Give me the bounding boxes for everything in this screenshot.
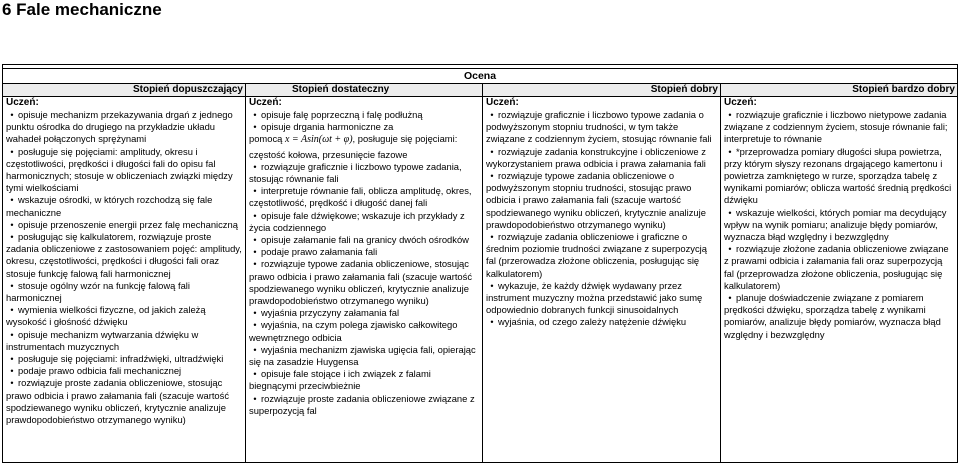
bullet-icon: • bbox=[253, 110, 257, 120]
bullet-icon: • bbox=[10, 195, 14, 206]
bullet-icon: • bbox=[490, 146, 494, 157]
column-2-list-rest bbox=[249, 161, 479, 417]
level-header-1: Stopień dopuszczający bbox=[3, 84, 246, 97]
bullet-icon: • bbox=[10, 378, 14, 389]
list-item-text: wyjaśnia, na czym polega zjawisko całkowitego wewnętrznego odbicia bbox=[249, 319, 458, 343]
list-item bbox=[6, 194, 242, 218]
bullet-icon: • bbox=[10, 329, 14, 340]
column-1-heading: Uczeń: bbox=[6, 97, 39, 108]
list-item-formula: pomocą x = Asin(ωt + φ), posługuje się pojęciami: bbox=[249, 133, 458, 146]
list-item-text: rozwiązuje proste zadania obliczeniowe związane z superpozycją fal bbox=[249, 392, 475, 416]
level-header-2: Stopień dostateczny bbox=[246, 84, 483, 97]
list-item-text: *przeprowadza pomiary długości słupa powietrza, przy którym słyszy rezonans drgającego kamertonu i powietrza zamkniętego w rurze, sporządza tabelę z wynikami pomiarów; oblicza wartość średnią prędkości dźwięku bbox=[724, 145, 952, 206]
list-item-text: rozwiązuje typowe zadania obliczeniowe, stosując prawo odbicia i prawo załamania fali (szacuje wartość spodziewanego wyniku obliczeń, krytycznie analizuje prawdopodobieństwo otrzymanego wyniku) bbox=[249, 258, 473, 307]
list-item-text: planuje doświadczenie związane z pomiarem prędkości dźwięku, sporządza tabelę z wynikami pomiarów, analizuje błędy pomiarów, wyznacza błąd względny i bezwzględny bbox=[724, 292, 941, 340]
list-item-text: posługuje się pojęciami: infradźwięki, ultradźwięki bbox=[18, 353, 224, 365]
bullet-icon: • bbox=[253, 369, 257, 380]
bullet-icon: • bbox=[10, 305, 14, 316]
column-1-list bbox=[6, 109, 242, 426]
column-2-heading: Uczeń: bbox=[249, 97, 282, 108]
list-item-text: posługuje się pojęciami: amplitudy, okresu i częstotliwości, prędkości i długości fali do opisu fal harmonicznych; stosuje w obliczeniach związki między tymi wielkościami bbox=[6, 145, 233, 194]
list-item-text: posługując się kalkulatorem, rozwiązuje proste zadania obliczeniowe z zastosowaniem pojęć: amplitudy, okresu, częstotliwości, prędkości i długości fali oraz stosuje funkcję falową fali harmonicznej bbox=[6, 231, 242, 279]
list-item bbox=[486, 231, 717, 280]
bullet-icon: • bbox=[728, 110, 732, 120]
bullet-icon: • bbox=[728, 207, 732, 218]
list-item-text: wymienia wielkości fizyczne, od jakich zależą wysokość i głośność dźwięku bbox=[6, 304, 206, 328]
bullet-icon: • bbox=[10, 146, 14, 157]
bullet-icon: • bbox=[490, 110, 494, 120]
list-item: • opisuje falę poprzeczną i falę podłużną bbox=[249, 109, 479, 121]
list-item bbox=[249, 234, 479, 246]
list-item: • opisuje drgania harmoniczne za bbox=[249, 121, 479, 133]
list-item-text: interpretuje równanie fali, oblicza amplitudę, okres, częstotliwość, prędkość i długość danej fali bbox=[249, 185, 472, 209]
bullet-icon: • bbox=[10, 110, 14, 120]
list-item-text: wskazuje ośrodki, w których rozchodzą się fale mechaniczne bbox=[6, 194, 213, 218]
column-4-heading: Uczeń: bbox=[724, 97, 757, 108]
list-item-text: rozwiązuje graficznie i liczbowo typowe zadania, stosując równanie fali bbox=[249, 160, 462, 185]
bullet-icon: • bbox=[490, 317, 494, 328]
level-header-4: Stopień bardzo dobry bbox=[721, 84, 958, 97]
list-item bbox=[249, 368, 479, 392]
requirements-table bbox=[2, 64, 958, 463]
grade-levels-row bbox=[3, 84, 958, 97]
list-item-text: opisuje przenoszenie energii przez falę mechaniczną bbox=[18, 218, 238, 230]
bullet-icon: • bbox=[253, 308, 257, 319]
list-item-text: rozwiązuje złożone zadania obliczeniowe związane z prawami odbicia i załamania fali oraz superpozycją fal (przeprowadza złożone obliczenia, posługując się kalkulatorem) bbox=[724, 243, 949, 291]
list-item bbox=[486, 170, 717, 231]
list-item-text: wyjaśnia przyczyny załamania fal bbox=[261, 307, 400, 319]
bullet-icon: • bbox=[10, 232, 14, 243]
list-item bbox=[249, 161, 479, 185]
list-item bbox=[724, 146, 954, 207]
list-item bbox=[724, 243, 954, 292]
bullet-icon: • bbox=[253, 320, 257, 331]
column-2-list bbox=[249, 109, 479, 161]
column-4 bbox=[721, 97, 958, 463]
list-item bbox=[249, 319, 479, 343]
list-item-formula-cont: częstość kołowa, przesunięcie fazowe bbox=[249, 148, 408, 160]
column-4-list bbox=[724, 109, 954, 341]
bullet-icon: • bbox=[728, 146, 732, 157]
list-item-text: opisuje fale stojące i ich związek z falami biegnącymi przeciwbieżnie bbox=[249, 368, 431, 392]
list-item-text: opisuje załamanie fali na granicy dwóch ośrodków bbox=[261, 234, 469, 246]
list-item bbox=[6, 146, 242, 195]
list-item bbox=[724, 109, 954, 146]
list-item-text: rozwiązuje zadania obliczeniowe i graficzne o średnim poziomie trudności związane z superpozycją fal (przerowadza złożone obliczenia, posługując się kalkulatorem) bbox=[486, 231, 707, 279]
grade-header: Ocena bbox=[3, 69, 958, 84]
bullet-icon: • bbox=[10, 219, 14, 230]
bullet-icon: • bbox=[728, 293, 732, 304]
list-item-text: podaje prawo załamania fali bbox=[261, 246, 378, 258]
level-header-3: Stopień dobry bbox=[483, 84, 721, 97]
list-item bbox=[486, 146, 717, 170]
list-item bbox=[6, 365, 242, 377]
list-item bbox=[6, 231, 242, 280]
bullet-icon: • bbox=[490, 280, 494, 291]
bullet-icon: • bbox=[10, 354, 14, 365]
list-item-text: rozwiązuje proste zadania obliczeniowe, stosując prawo odbicia i prawo załamania fali (szacuje wartość spodziewanego wyniku obliczeń, krytycznie analizuje prawdopodobieństwo otrzymanego wyniku) bbox=[6, 377, 230, 426]
bullet-icon: • bbox=[253, 161, 257, 172]
list-item bbox=[486, 316, 717, 328]
bullet-icon: • bbox=[490, 171, 494, 182]
list-item bbox=[6, 280, 242, 304]
list-item bbox=[486, 109, 717, 146]
bullet-icon: • bbox=[253, 393, 257, 404]
list-item bbox=[249, 210, 479, 234]
bullet-icon: • bbox=[253, 210, 257, 221]
list-item-text: wskazuje wielkości, których pomiar ma decydujący wpływ na wynik pomiaru; analizuje błędy pomiarów, wyznacza błąd względny i bezwzględny bbox=[724, 206, 947, 243]
list-item bbox=[249, 246, 479, 258]
column-3 bbox=[483, 97, 721, 463]
list-item bbox=[486, 280, 717, 317]
list-item bbox=[249, 185, 479, 209]
bullet-icon: • bbox=[253, 259, 257, 270]
list-item-text: opisuje mechanizm wytwarzania dźwięku w instrumentach muzycznych bbox=[6, 328, 199, 352]
list-item-text: rozwiązuje graficznie i liczbowo typowe zadania o podwyższonym stopniu trudności, w tym także związane z codziennym życiem, stosując równanie fali bbox=[486, 109, 712, 145]
bullet-icon: • bbox=[253, 247, 257, 258]
list-item-text: opisuje mechanizm przekazywania drgań z jednego punktu ośrodka do drugiego na przykładzie układu wahadeł połączonych sprężynami bbox=[6, 109, 233, 145]
requirements-row bbox=[3, 97, 958, 463]
column-3-heading: Uczeń: bbox=[486, 97, 519, 108]
list-item-text: wyjaśnia, od czego zależy natężenie dźwięku bbox=[498, 316, 687, 328]
list-item-text: podaje prawo odbicia fali mechanicznej bbox=[18, 365, 182, 377]
list-item bbox=[249, 258, 479, 307]
bullet-icon: • bbox=[253, 122, 257, 133]
list-item bbox=[6, 353, 242, 365]
list-item bbox=[249, 344, 479, 368]
harmonic-formula: x = Asin(ωt + φ) bbox=[284, 134, 353, 146]
list-item-text: stosuje ogólny wzór na funkcję falową fali harmonicznej bbox=[6, 279, 190, 304]
column-2 bbox=[246, 97, 483, 463]
list-item bbox=[724, 207, 954, 244]
list-item-text: rozwiązuje zadania konstrukcyjne i obliczeniowe z wykorzystaniem prawa odbicia i prawa załamania fali bbox=[486, 145, 706, 169]
bullet-icon: • bbox=[253, 235, 257, 246]
column-3-list bbox=[486, 109, 717, 329]
list-item-text: opisuje fale dźwiękowe; wskazuje ich przykłady z życia codziennego bbox=[249, 209, 465, 233]
list-item bbox=[6, 377, 242, 426]
list-item-text: rozwiązuje graficznie i liczbowo nietypowe zadania związane z codziennym życiem, stosuje równanie fali; interpretuje to równanie bbox=[724, 109, 948, 145]
list-item bbox=[724, 292, 954, 341]
column-1 bbox=[3, 97, 246, 463]
bullet-icon: • bbox=[728, 244, 732, 255]
bullet-icon: • bbox=[10, 366, 14, 377]
page-title: 6 Fale mechaniczne bbox=[2, 0, 162, 19]
list-item bbox=[6, 109, 242, 146]
list-item-text: wyjaśnia mechanizm zjawiska ugięcia fali, opierając się na zasadzie Huygensa bbox=[249, 343, 476, 368]
bullet-icon: • bbox=[253, 344, 257, 355]
list-item bbox=[249, 393, 479, 417]
list-item bbox=[6, 219, 242, 231]
bullet-icon: • bbox=[253, 186, 257, 197]
list-item-text: wykazuje, że każdy dźwięk wydawany przez instrument muzyczny można przedstawić jako sumę odpowiednio dobranych funkcji sinusoidalnych bbox=[486, 279, 703, 316]
list-item bbox=[6, 304, 242, 328]
bullet-icon: • bbox=[10, 280, 14, 291]
list-item bbox=[6, 329, 242, 353]
list-item bbox=[249, 307, 479, 319]
bullet-icon: • bbox=[490, 232, 494, 243]
list-item-text: rozwiązuje typowe zadania obliczeniowe o podwyższonym stopniu trudności, stosując prawo odbicia i prawo załamania fali (szacuje wartość spodziewanego wyniku obliczeń, krytycznie analizuje prawdopodobieństwo otrzymanego wyniku) bbox=[486, 170, 706, 230]
